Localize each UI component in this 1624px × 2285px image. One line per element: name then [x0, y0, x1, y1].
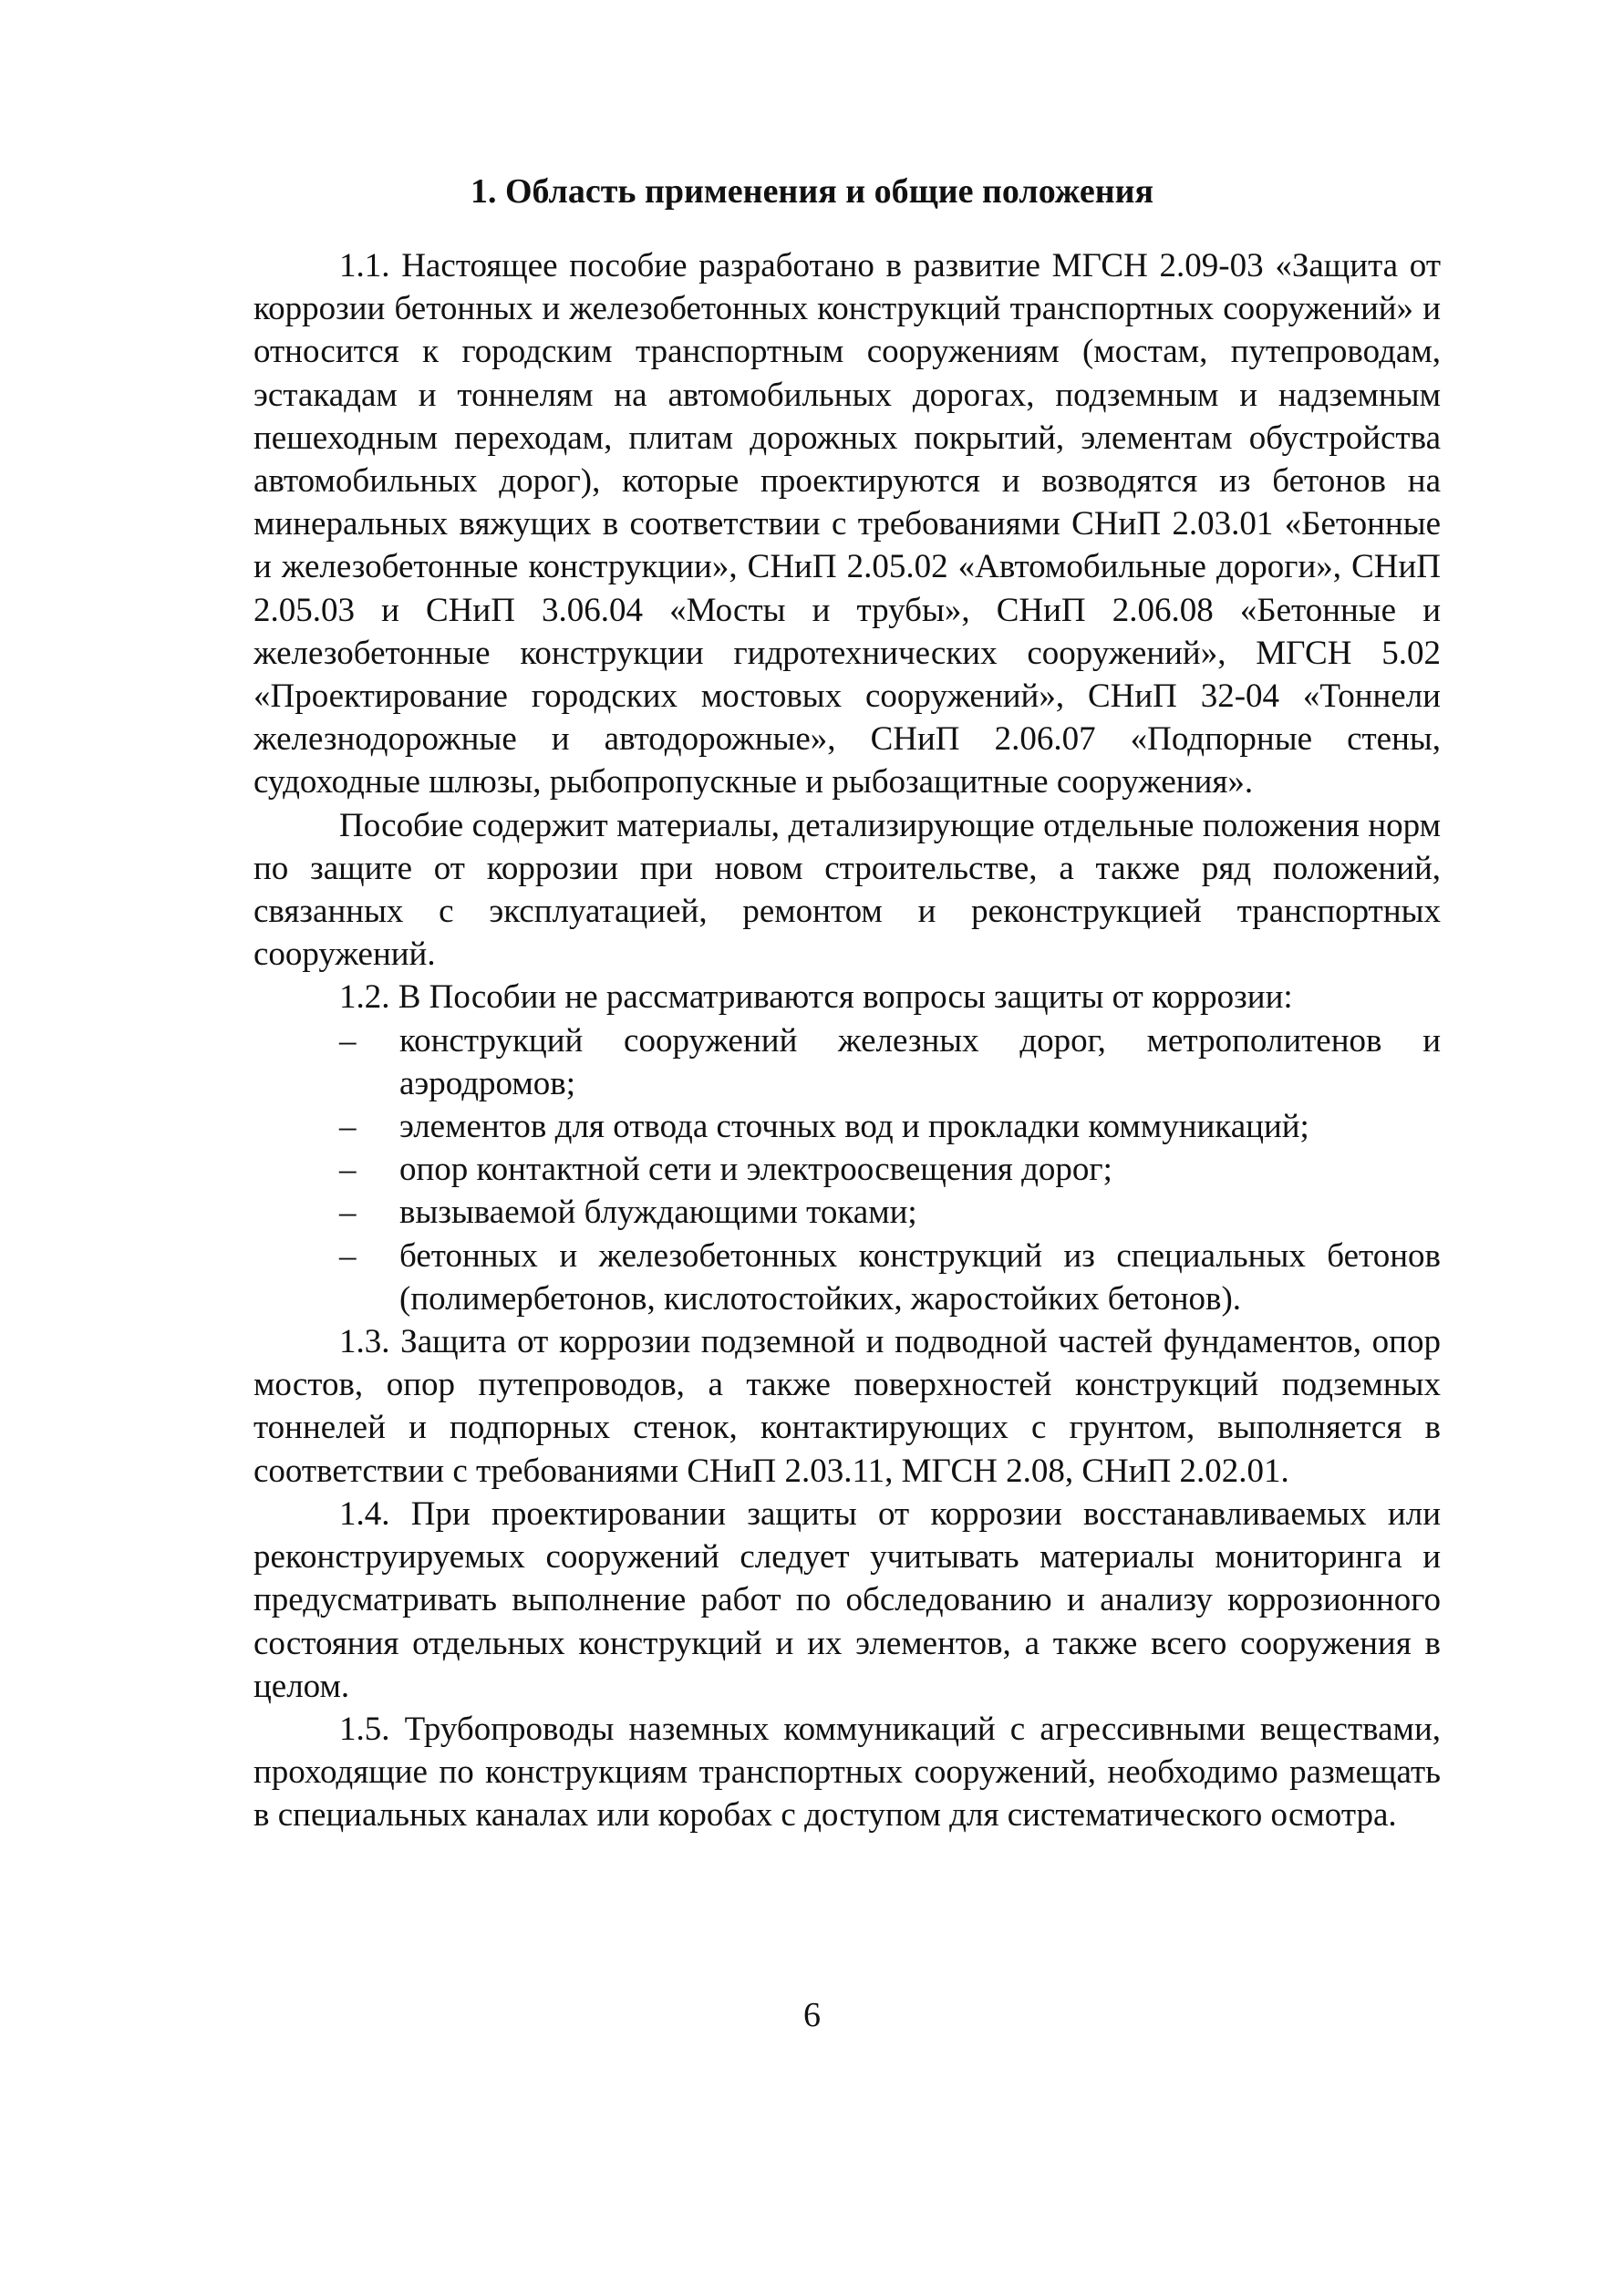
list-item-text: конструкций сооружений железных дорог, метрополитенов и аэродромов; — [399, 1021, 1441, 1102]
paragraph-posobie: Пособие содержит материалы, детализирующие отдельные положения норм по защите от коррозии при новом строительстве, а также ряд положений, связанных с эксплуатацией, ремонтом и реконструкцией транспортных сооружений. — [253, 806, 1441, 974]
paragraph-1-2: 1.2. В Пособии не рассматриваются вопросы защиты от коррозии: — [339, 978, 1293, 1017]
dash-bullet: – — [339, 1151, 357, 1189]
paragraph-1-5: 1.5. Трубопроводы наземных коммуникаций с агрессивными веществами, проходящие по конструкциям транспортных сооружений, необходимо размещать в специальных каналах или коробах с доступом для систематического осмотра. — [253, 1710, 1441, 1835]
list-item — [339, 1148, 1441, 1191]
paragraph-1-1: 1.1. Настоящее пособие разработано в развитие МГСН 2.09-03 «Защита от коррозии бетонных и железобетонных конструкций транспортных сооружений» и относится к городским транспортным сооружениям (мостам, путепроводам, эстакадам и тоннелям на автомобильных дорогах, подземным и надземным пешеходным переходам, плитам дорожных покрытий, элементам обустройства автомобильных дорог), которые проектируются и возводятся из бетонов на минеральных вяжущих в соответствии с требованиями СНиП 2.03.01 «Бетонные и железобетонные конструкции», СНиП 2.05.02 «Автомобильные дороги», СНиП 2.05.03 и СНиП 3.06.04 «Мосты и трубы», СНиП 2.06.08 «Бетонные и железобетонные конструкции гидротехнических сооружений», МГСН 5.02 «Проектирование городских мостовых сооружений», СНиП 32-04 «Тоннели железнодорожные и автодорожные», СНиП 2.06.07 «Подпорные стены, судоходные шлюзы, рыбопропускные и рыбозащитные сооружения». — [253, 247, 1441, 801]
document-body — [253, 244, 1441, 1837]
list-item-text: элементов для отвода сточных вод и прокладки коммуникаций; — [399, 1108, 1309, 1146]
paragraph-1-3: 1.3. Защита от коррозии подземной и подводной частей фундаментов, опор мостов, опор путепроводов, а также поверхностей конструкций подземных тоннелей и подпорных стенок, контактирующих с грунтом, выполняется в соответствии с требованиями СНиП 2.03.11, МГСН 2.08, СНиП 2.02.01. — [253, 1323, 1441, 1490]
list-item-text: бетонных и железобетонных конструкций из специальных бетонов (полимербетонов, кислотостойких, жаростойких бетонов). — [399, 1236, 1441, 1318]
list-item — [339, 1019, 1441, 1105]
list-item-text: опор контактной сети и электроосвещения дорог; — [399, 1151, 1112, 1189]
list-item — [339, 1105, 1441, 1148]
section-heading: 1. Область применения и общие положения — [470, 172, 1154, 211]
list-item-text: вызываемой блуждающими токами; — [399, 1194, 917, 1232]
exclusions-list — [253, 1019, 1441, 1320]
dash-bullet: – — [339, 1194, 357, 1232]
dash-bullet: – — [339, 1236, 357, 1275]
list-item — [339, 1235, 1441, 1320]
page-number: 6 — [803, 1996, 821, 2034]
list-item — [339, 1191, 1441, 1234]
dash-bullet: – — [339, 1021, 357, 1060]
paragraph-1-4: 1.4. При проектировании защиты от коррозии восстанавливаемых или реконструируемых сооружений следует учитывать материалы мониторинга и предусматривать выполнение работ по обследованию и анализу коррозионного состояния отдельных конструкций и их элементов, а также всего сооружения в целом. — [253, 1494, 1441, 1705]
dash-bullet: – — [339, 1108, 357, 1146]
